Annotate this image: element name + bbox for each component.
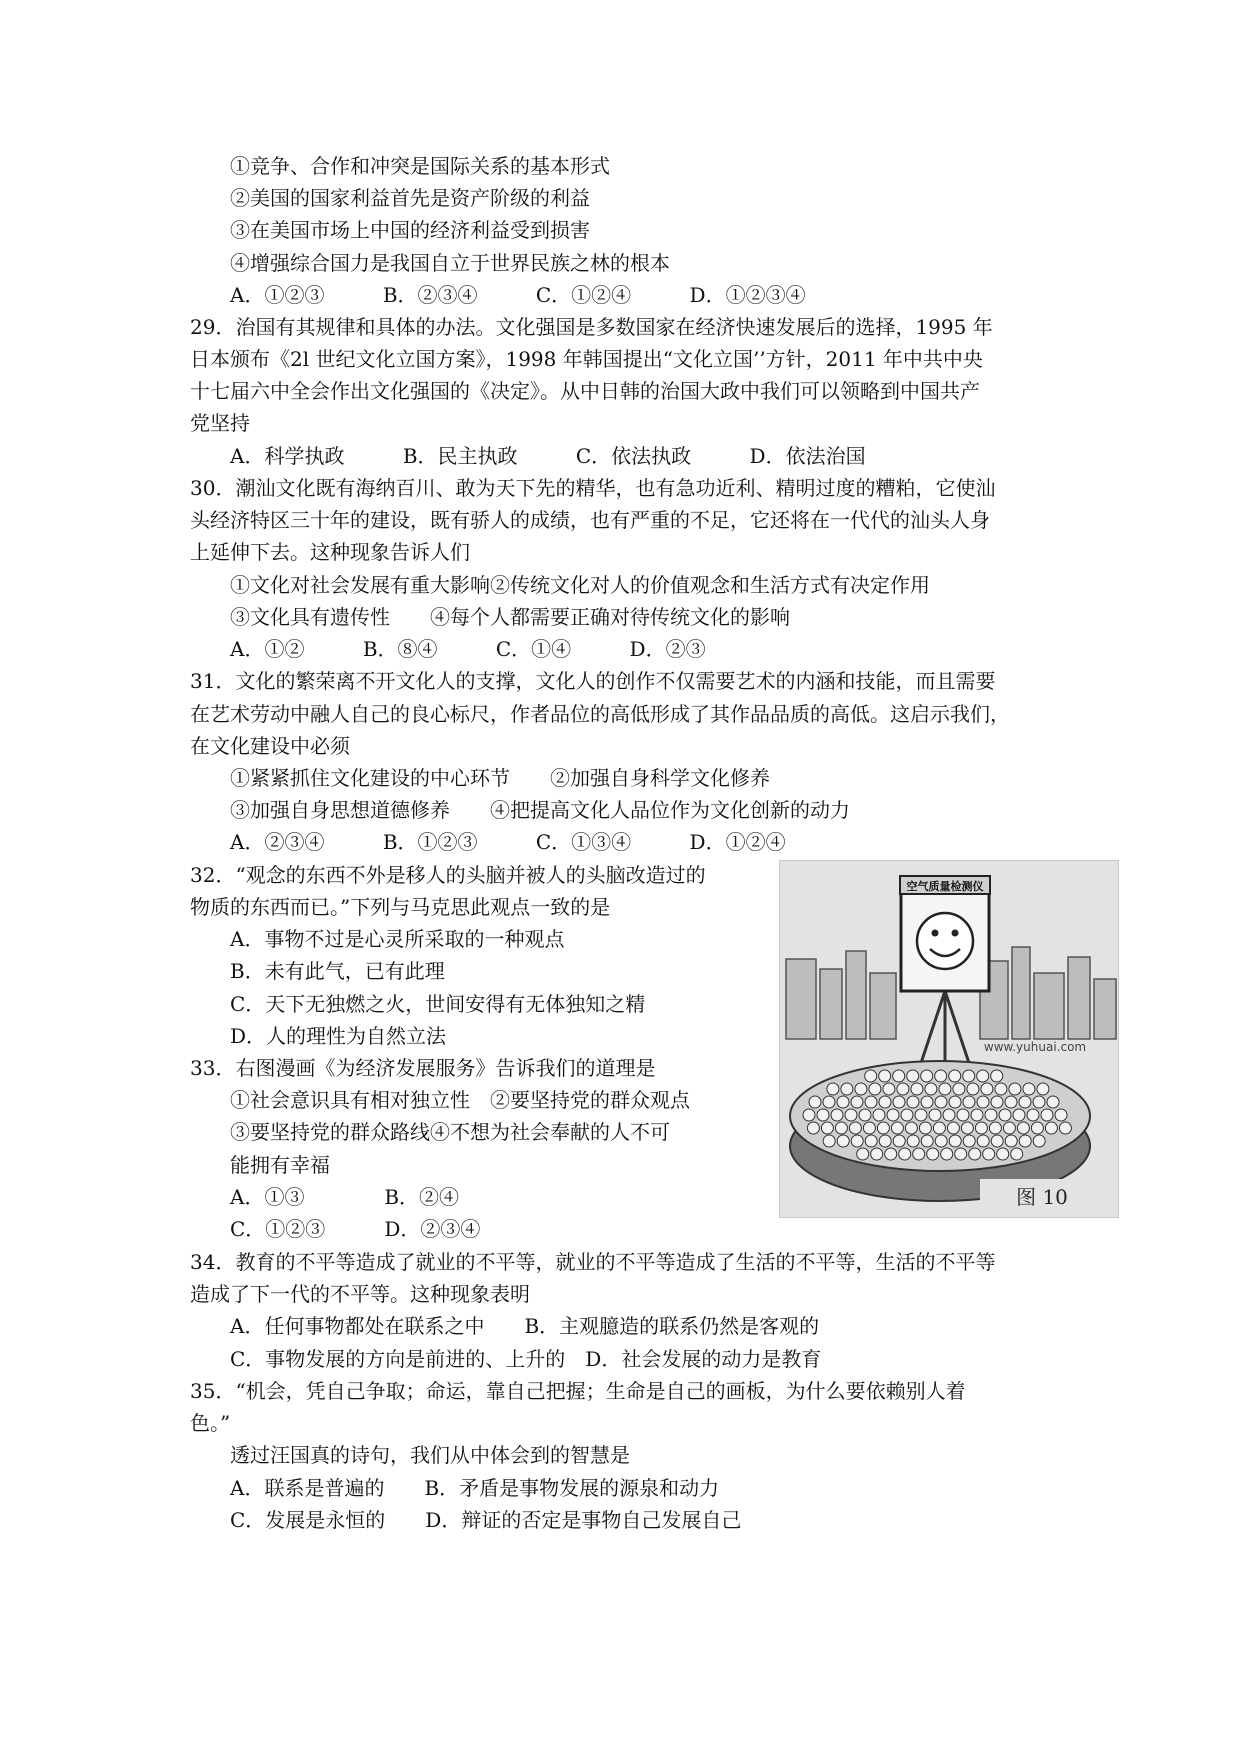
sign-text: 空气质量检测仪 (906, 880, 984, 893)
q30-option-a[interactable]: A．①② (230, 637, 305, 661)
q34-stem-line-2: 造成了下一代的不平等。这种现象表明 (190, 1282, 530, 1306)
q31-options (230, 828, 786, 856)
crowd-face (1041, 1109, 1053, 1121)
crowd-face (1009, 1083, 1021, 1095)
crowd-face (1019, 1135, 1031, 1147)
crowd-face (941, 1148, 953, 1160)
crowd-face (921, 1096, 933, 1108)
crowd-face (821, 1122, 833, 1134)
q28-option-c[interactable]: C．①②④ (535, 283, 632, 307)
crowd-face (1019, 1096, 1031, 1108)
crowd-face (823, 1135, 835, 1147)
crowd-face (977, 1070, 989, 1082)
crowd-face (1005, 1096, 1017, 1108)
q28-option-d[interactable]: D．①②③④ (689, 283, 806, 307)
crowd-face (865, 1135, 877, 1147)
crowd-face (971, 1109, 983, 1121)
q30-stem-line-3: 上延伸下去。这种现象告诉人们 (190, 540, 470, 564)
q31-statements-3-4: ③加强自身思想道德修养 ④把提高文化人品位作为文化创新的动力 (230, 798, 850, 822)
q33-option-a[interactable]: A．①③ (230, 1185, 305, 1209)
crowd-face (907, 1096, 919, 1108)
q31-option-d[interactable]: D．①②④ (689, 830, 786, 854)
crowd-face (869, 1083, 881, 1095)
crowd-face (975, 1122, 987, 1134)
crowd-face (855, 1083, 867, 1095)
q33-options-cd (230, 1215, 480, 1243)
q35-stem-line-3: 透过汪国真的诗句，我们从中体会到的智慧是 (230, 1443, 630, 1467)
crowd-face (907, 1070, 919, 1082)
q35-stem-line-2: 色。” (190, 1411, 231, 1435)
crowd-face (933, 1122, 945, 1134)
q30-statements-3-4: ③文化具有遗传性 ④每个人都需要正确对待传统文化的影响 (230, 605, 790, 629)
crowd-face (921, 1070, 933, 1082)
crowd-face (949, 1135, 961, 1147)
q31-option-b[interactable]: B．①②③ (382, 830, 478, 854)
q31-statements-1-2: ①紧紧抓住文化建设的中心环节 ②加强自身科学文化修养 (230, 766, 770, 790)
cartoon-figure (779, 860, 1119, 1218)
crowd-face (925, 1083, 937, 1095)
crowd-face (1033, 1096, 1045, 1108)
crowd-face (977, 1096, 989, 1108)
q30-options (230, 635, 706, 663)
crowd-face (807, 1122, 819, 1134)
crowd-face (851, 1096, 863, 1108)
crowd-face (947, 1122, 959, 1134)
crowd-face (899, 1148, 911, 1160)
crowd-face (1005, 1135, 1017, 1147)
q30-statements-1-2: ①文化对社会发展有重大影响②传统文化对人的价值观念和生活方式有决定作用 (230, 573, 930, 597)
q33-option-d[interactable]: D．②③④ (384, 1217, 481, 1241)
q29-option-a[interactable]: A．科学执政 (230, 444, 345, 468)
crowd-face (989, 1122, 1001, 1134)
crowd-face (845, 1109, 857, 1121)
crowd-face (967, 1083, 979, 1095)
crowd-face (991, 1096, 1003, 1108)
crowd-face (885, 1148, 897, 1160)
crowd-face (865, 1096, 877, 1108)
crowd-face (883, 1083, 895, 1095)
q28-statement-1: ①竞争、合作和冲突是国际关系的基本形式 (230, 154, 610, 178)
crowd-face (831, 1109, 843, 1121)
crowd-face (817, 1109, 829, 1121)
watermark-text: www.yuhuai.com (983, 1040, 1087, 1054)
crowd-face (995, 1083, 1007, 1095)
crowd-face (955, 1148, 967, 1160)
crowd-face (1013, 1109, 1025, 1121)
q31-stem-line-2: 在艺术劳动中融人自己的良心标尺，作者品位的高低形成了其作品品质的高低。这启示我们， (190, 702, 1010, 726)
crowd-face (911, 1083, 923, 1095)
q31-stem-line-1: 31．文化的繁荣离不开文化人的支撑，文化人的创作不仅需要艺术的内涵和技能，而且需要 (190, 669, 996, 693)
crowd-face (949, 1096, 961, 1108)
q33-statements-1-2: ①社会意识具有相对独立性 ②要坚持党的群众观点 (230, 1088, 690, 1112)
crowd-face (915, 1109, 927, 1121)
crowd-face (991, 1135, 1003, 1147)
crowd-face (841, 1083, 853, 1095)
q31-option-a[interactable]: A．②③④ (230, 830, 325, 854)
smiley-face (917, 913, 973, 969)
crowd-face (1011, 1148, 1023, 1160)
figure-caption: 图 10 (1016, 1185, 1068, 1209)
crowd-face (893, 1096, 905, 1108)
q35-options-cd[interactable]: C．发展是永恒的 D．辩证的否定是事物自己发展自己 (230, 1508, 742, 1532)
q29-option-d[interactable]: D．依法治国 (749, 444, 866, 468)
crowd-face (857, 1148, 869, 1160)
crowd-face (929, 1109, 941, 1121)
crowd-face (849, 1122, 861, 1134)
crowd-face (983, 1148, 995, 1160)
q29-option-c[interactable]: C．依法执政 (575, 444, 692, 468)
q29-stem-line-2: 日本颁布《2l 世纪文化立国方案》，1998 年韩国提出“文化立国’’方针，2011 年中共中央 (190, 347, 983, 371)
crowd-face (879, 1135, 891, 1147)
crowd-face (893, 1135, 905, 1147)
crowd-face (961, 1122, 973, 1134)
crowd-face (893, 1070, 905, 1082)
crowd-face (957, 1109, 969, 1121)
crowd-face (863, 1122, 875, 1134)
q32-option-b[interactable]: B．未有此气，已有此理 (230, 959, 445, 983)
q32-option-a[interactable]: A．事物不过是心灵所采取的一种观点 (230, 927, 565, 951)
crowd-face (865, 1070, 877, 1082)
crowd-face (1055, 1109, 1067, 1121)
crowd-face (905, 1122, 917, 1134)
crowd-face (887, 1109, 899, 1121)
crowd-face (1023, 1083, 1035, 1095)
crowd-face (997, 1148, 1009, 1160)
crowd-face (827, 1083, 839, 1095)
crowd-face (935, 1070, 947, 1082)
q32-option-c[interactable]: C．天下无独燃之火，世间安得有无体独知之精 (230, 992, 646, 1016)
q28-statement-3: ③在美国市场上中国的经济利益受到损害 (230, 218, 590, 242)
q30-option-d[interactable]: D．②③ (629, 637, 706, 661)
crowd-face (873, 1109, 885, 1121)
q34-stem-line-1: 34．教育的不平等造成了就业的不平等，就业的不平等造成了生活的不平等，生活的不平等 (190, 1250, 996, 1274)
crowd-face (921, 1135, 933, 1147)
q33-option-c[interactable]: C．①②③ (230, 1217, 326, 1241)
crowd-face (859, 1109, 871, 1121)
q33-statement-4-cont: 能拥有幸福 (230, 1153, 330, 1177)
cartoon-illustration (780, 861, 1118, 1217)
q34-options-ab[interactable]: A．任何事物都处在联系之中 B．主观臆造的联系仍然是客观的 (230, 1314, 820, 1338)
crowd-face (919, 1122, 931, 1134)
q28-options (230, 281, 806, 309)
crowd-face (879, 1070, 891, 1082)
crowd-face (1033, 1135, 1045, 1147)
q35-options-ab[interactable]: A．联系是普遍的 B．矛盾是事物发展的源泉和动力 (230, 1476, 720, 1500)
q29-stem-line-1: 29．治国有其规律和具体的办法。文化强国是多数国家在经济快速发展后的选择，1995 年 (190, 315, 993, 339)
crowd-face (877, 1122, 889, 1134)
q28-statement-4: ④增强综合国力是我国自立于世界民族之林的根本 (230, 251, 670, 275)
crowd-face (985, 1109, 997, 1121)
q33-stem: 33．右图漫画《为经济发展服务》告诉我们的道理是 (190, 1056, 656, 1080)
q28-option-b[interactable]: B．②③④ (382, 283, 478, 307)
crowd-face (1037, 1083, 1049, 1095)
crowd-face (963, 1070, 975, 1082)
crowd-face (803, 1109, 815, 1121)
crowd-face (897, 1083, 909, 1095)
crowd-face (823, 1096, 835, 1108)
crowd-face (879, 1096, 891, 1108)
crowd-face (943, 1109, 955, 1121)
crowd-face (999, 1109, 1011, 1121)
q33-option-b[interactable]: B．②④ (384, 1185, 460, 1209)
crowd-face (851, 1135, 863, 1147)
q28-statement-2: ②美国的国家利益首先是资产阶级的利益 (230, 186, 590, 210)
crowd-face (927, 1148, 939, 1160)
crowd-face (907, 1135, 919, 1147)
crowd-face (837, 1135, 849, 1147)
crowd-face (1059, 1122, 1071, 1134)
crowd-face (1027, 1109, 1039, 1121)
crowd-face (939, 1083, 951, 1095)
crowd-face (809, 1096, 821, 1108)
crowd-face (991, 1070, 1003, 1082)
q29-stem-line-4: 党坚持 (190, 411, 250, 435)
q30-stem-line-2: 头经济特区三十年的建设，既有骄人的成绩，也有严重的不足，它还将在一代代的汕头人身 (190, 508, 990, 532)
crowd-face (891, 1122, 903, 1134)
crowd-face (1003, 1122, 1015, 1134)
crowd-face (935, 1096, 947, 1108)
crowd-face (1045, 1122, 1057, 1134)
crowd-face (871, 1148, 883, 1160)
q28-option-a[interactable]: A．①②③ (230, 283, 325, 307)
crowd-face (1047, 1096, 1059, 1108)
q32-stem-line-2: 物质的东西而已。”下列与马克思此观点一致的是 (190, 895, 611, 919)
crowd-face (969, 1148, 981, 1160)
q32-stem-line-1: 32．“观念的东西不外是移人的头脑并被人的头脑改造过的 (190, 863, 706, 887)
q30-option-c[interactable]: C．①④ (495, 637, 572, 661)
q29-stem-line-3: 十七届六中全会作出文化强国的《决定》。从中日韩的治国大政中我们可以领略到中国共产 (190, 379, 980, 403)
q29-options (230, 442, 866, 470)
q35-stem-line-1: 35．“机会，凭自己争取；命运，靠自己把握；生命是自己的画板，为什么要依赖别人着 (190, 1379, 966, 1403)
q31-stem-line-3: 在文化建设中必须 (190, 734, 350, 758)
crowd-face (837, 1096, 849, 1108)
crowd-face (949, 1070, 961, 1082)
crowd-face (977, 1135, 989, 1147)
crowd-face (901, 1109, 913, 1121)
crowd-face (963, 1135, 975, 1147)
q31-option-c[interactable]: C．①③④ (535, 830, 632, 854)
crowd-face (963, 1096, 975, 1108)
q32-option-d[interactable]: D．人的理性为自然立法 (230, 1024, 447, 1048)
crowd-face (1031, 1122, 1043, 1134)
q34-options-cd[interactable]: C．事物发展的方向是前进的、上升的 D．社会发展的动力是教育 (230, 1347, 822, 1371)
q33-options-ab (230, 1183, 459, 1211)
crowd-face (835, 1122, 847, 1134)
crowd-face (953, 1083, 965, 1095)
q30-option-b[interactable]: B．⑧④ (362, 637, 438, 661)
crowd-face (913, 1148, 925, 1160)
crowd-face (935, 1135, 947, 1147)
crowd-face (981, 1083, 993, 1095)
q33-statements-3-4: ③要坚持党的群众路线④不想为社会奉献的人不可 (230, 1120, 670, 1144)
crowd-face (1017, 1122, 1029, 1134)
q30-stem-line-1: 30．潮汕文化既有海纳百川、敢为天下先的精华，也有急功近利、精明过度的糟粕，它使汕 (190, 476, 996, 500)
q29-option-b[interactable]: B．民主执政 (402, 444, 518, 468)
